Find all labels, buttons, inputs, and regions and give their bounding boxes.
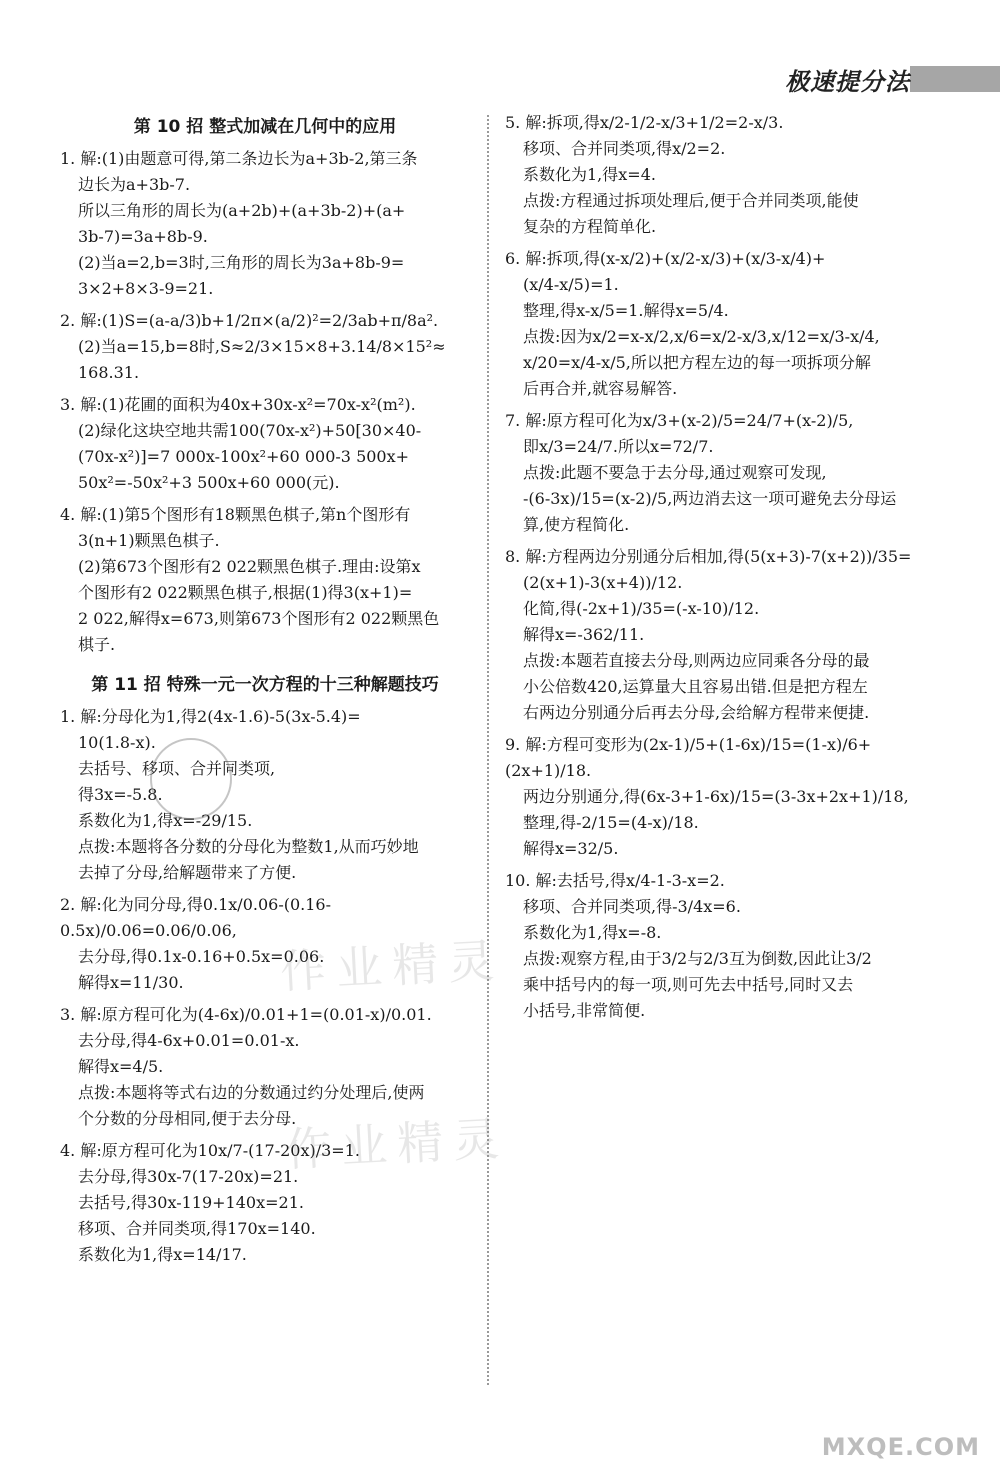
text-line: 点拨:因为x/2=x-x/2,x/6=x/2-x/3,x/12=x/3-x/4, [523, 327, 880, 346]
text-line: (2)绿化这块空地共需100(70x-x²)+50[30×40- [78, 421, 422, 440]
text-line: 去掉了分母,给解题带来了方便. [78, 863, 297, 882]
problem-2 [60, 308, 470, 386]
text-line: 算,使方程简化. [523, 515, 630, 534]
header-band [910, 66, 1000, 92]
text-line: 所以三角形的周长为(a+2b)+(a+3b-2)+(a+ [78, 201, 406, 220]
text-line: 2 022,解得x=673,则第673个图形有2 022颗黑色 [78, 609, 440, 628]
text-line: (70x-x²)]=7 000x-100x²+60 000-3 500x+ [78, 447, 410, 466]
text-line: (2)当a=2,b=3时,三角形的周长为3a+8b-9= [78, 253, 405, 272]
text-line: 去分母,得0.1x-0.16+0.5x=0.06. [78, 947, 325, 966]
text-line: 10. 解:去括号,得x/4-1-3-x=2. [505, 871, 725, 890]
header-title: 极速提分法 [785, 68, 910, 96]
text-line: 3. 解:(1)花圃的面积为40x+30x-x²=70x-x²(m²). [60, 395, 416, 414]
text-line: 解得x=-362/11. [523, 625, 645, 644]
technique-10 [505, 868, 925, 1024]
text-line: 点拨:此题不要急于去分母,通过观察可发现, [523, 463, 827, 482]
text-line: (2)第673个图形有2 022颗黑色棋子.理由:设第x [78, 557, 421, 576]
technique-9 [505, 732, 925, 862]
text-line: 小括号,非常简便. [523, 1001, 646, 1020]
text-line: 整理,得x-x/5=1.解得x=5/4. [523, 301, 729, 320]
text-line: -(6-3x)/15=(x-2)/5,两边消去这一项可避免去分母运 [523, 489, 897, 508]
text-line: 小公倍数420,运算量大且容易出错.但是把方程左 [523, 677, 868, 696]
text-line: 3b-7)=3a+8b-9. [78, 227, 208, 246]
text-line: 1. 解:分母化为1,得2(4x-1.6)-5(3x-5.4)= [60, 707, 361, 726]
text-line: 乘中括号内的每一项,则可先去中括号,同时又去 [523, 975, 854, 994]
text-line: 解得x=4/5. [78, 1057, 164, 1076]
text-line: 8. 解:方程两边分别通分后相加,得(5(x+3)-7(x+2))/35= [505, 547, 912, 566]
column-divider [487, 115, 489, 1385]
text-line: 系数化为1,得x=-8. [523, 923, 662, 942]
text-line: x/20=x/4-x/5,所以把方程左边的每一项拆项分解 [523, 353, 871, 372]
footer-watermark: MXQE.COM [821, 1433, 980, 1461]
stamp-seal [150, 738, 232, 820]
text-line: 复杂的方程简单化. [523, 217, 657, 236]
text-line: 2. 解:化为同分母,得0.1x/0.06-(0.16-0.5x)/0.06=0.06/0.06, [60, 895, 331, 940]
text-line: 3×2+8×3-9=21. [78, 279, 214, 298]
right-column [505, 110, 925, 1030]
technique-6 [505, 246, 925, 402]
text-line: 点拨:本题若直接去分母,则两边应同乘各分母的最 [523, 651, 870, 670]
text-line: 4. 解:(1)第5个图形有18颗黑色棋子,第n个图形有 [60, 505, 411, 524]
text-line: 即x/3=24/7.所以x=72/7. [523, 437, 714, 456]
text-line: 点拨:本题将各分数的分母化为整数1,从而巧妙地 [78, 837, 419, 856]
technique-1 [60, 704, 470, 886]
problem-1 [60, 146, 470, 302]
text-line: 系数化为1,得x=-29/15. [78, 811, 253, 830]
text-line: 移项、合并同类项,得x/2=2. [523, 139, 726, 158]
text-line: 9. 解:方程可变形为(2x-1)/5+(1-6x)/15=(1-x)/6+(2x+1)/18. [505, 735, 872, 780]
text-line: 去分母,得4-6x+0.01=0.01-x. [78, 1031, 300, 1050]
watermark-2: 作业精灵 [283, 1111, 511, 1177]
text-line: 解得x=32/5. [523, 839, 619, 858]
problem-3 [60, 392, 470, 496]
text-line: 边长为a+3b-7. [78, 175, 191, 194]
section-10-title: 第 10 招 整式加减在几何中的应用 [133, 117, 397, 137]
text-line: 7. 解:原方程可化为x/3+(x-2)/5=24/7+(x-2)/5, [505, 411, 854, 430]
problem-4 [60, 502, 470, 658]
watermark-1: 作业精灵 [278, 933, 506, 999]
text-line: 去分母,得30x-7(17-20x)=21. [78, 1167, 299, 1186]
text-line: 3(n+1)颗黑色棋子. [78, 531, 220, 550]
text-line: 1. 解:(1)由题意可得,第二条边长为a+3b-2,第三条 [60, 149, 418, 168]
text-line: 6. 解:拆项,得(x-x/2)+(x/2-x/3)+(x/3-x/4)+ [505, 249, 826, 268]
text-line: 解得x=11/30. [78, 973, 184, 992]
text-line: 去括号,得30x-119+140x=21. [78, 1193, 304, 1212]
text-line: 10(1.8-x). [78, 733, 156, 752]
section-11-title: 第 11 招 特殊一元一次方程的十三种解题技巧 [91, 675, 439, 695]
technique-7 [505, 408, 925, 538]
text-line: 两边分别通分,得(6x-3+1-6x)/15=(3-3x+2x+1)/18, [523, 787, 909, 806]
text-line: 移项、合并同类项,得-3/4x=6. [523, 897, 741, 916]
text-line: 点拨:本题将等式右边的分数通过约分处理后,使两 [78, 1083, 425, 1102]
text-line: 系数化为1,得x=14/17. [78, 1245, 247, 1264]
technique-8 [505, 544, 925, 726]
text-line: 5. 解:拆项,得x/2-1/2-x/3+1/2=2-x/3. [505, 113, 784, 132]
text-line: 移项、合并同类项,得170x=140. [78, 1219, 316, 1238]
text-line: (x/4-x/5)=1. [523, 275, 619, 294]
text-line: 系数化为1,得x=4. [523, 165, 656, 184]
text-line: 去括号、移项、合并同类项, [78, 759, 276, 778]
text-line: 棋子. [78, 635, 116, 654]
text-line: 4. 解:原方程可化为10x/7-(17-20x)/3=1. [60, 1141, 360, 1160]
text-line: 50x²=-50x²+3 500x+60 000(元). [78, 473, 340, 492]
text-line: 个图形有2 022颗黑色棋子,根据(1)得3(x+1)= [78, 583, 413, 602]
text-line: 点拨:方程通过拆项处理后,便于合并同类项,能使 [523, 191, 859, 210]
text-line: (2)当a=15,b=8时,S≈2/3×15×8+3.14/8×15²≈ [78, 337, 446, 356]
text-line: 右两边分别通分后再去分母,会给解方程带来便捷. [523, 703, 870, 722]
text-line: 个分数的分母相同,便于去分母. [78, 1109, 297, 1128]
technique-5 [505, 110, 925, 240]
text-line: 2. 解:(1)S=(a-a/3)b+1/2π×(a/2)²=2/3ab+π/8a². [60, 311, 439, 330]
text-line: 168.31. [78, 363, 140, 382]
text-line: 得3x=-5.8. [78, 785, 163, 804]
text-line: 点拨:观察方程,由于3/2与2/3互为倒数,因此让3/2 [523, 949, 872, 968]
text-line: 整理,得-2/15=(4-x)/18. [523, 813, 699, 832]
text-line: 3. 解:原方程可化为(4-6x)/0.01+1=(0.01-x)/0.01. [60, 1005, 432, 1024]
text-line: (2(x+1)-3(x+4))/12. [523, 573, 683, 592]
text-line: 化简,得(-2x+1)/35=(-x-10)/12. [523, 599, 760, 618]
left-column [60, 110, 470, 1274]
text-line: 后再合并,就容易解答. [523, 379, 678, 398]
